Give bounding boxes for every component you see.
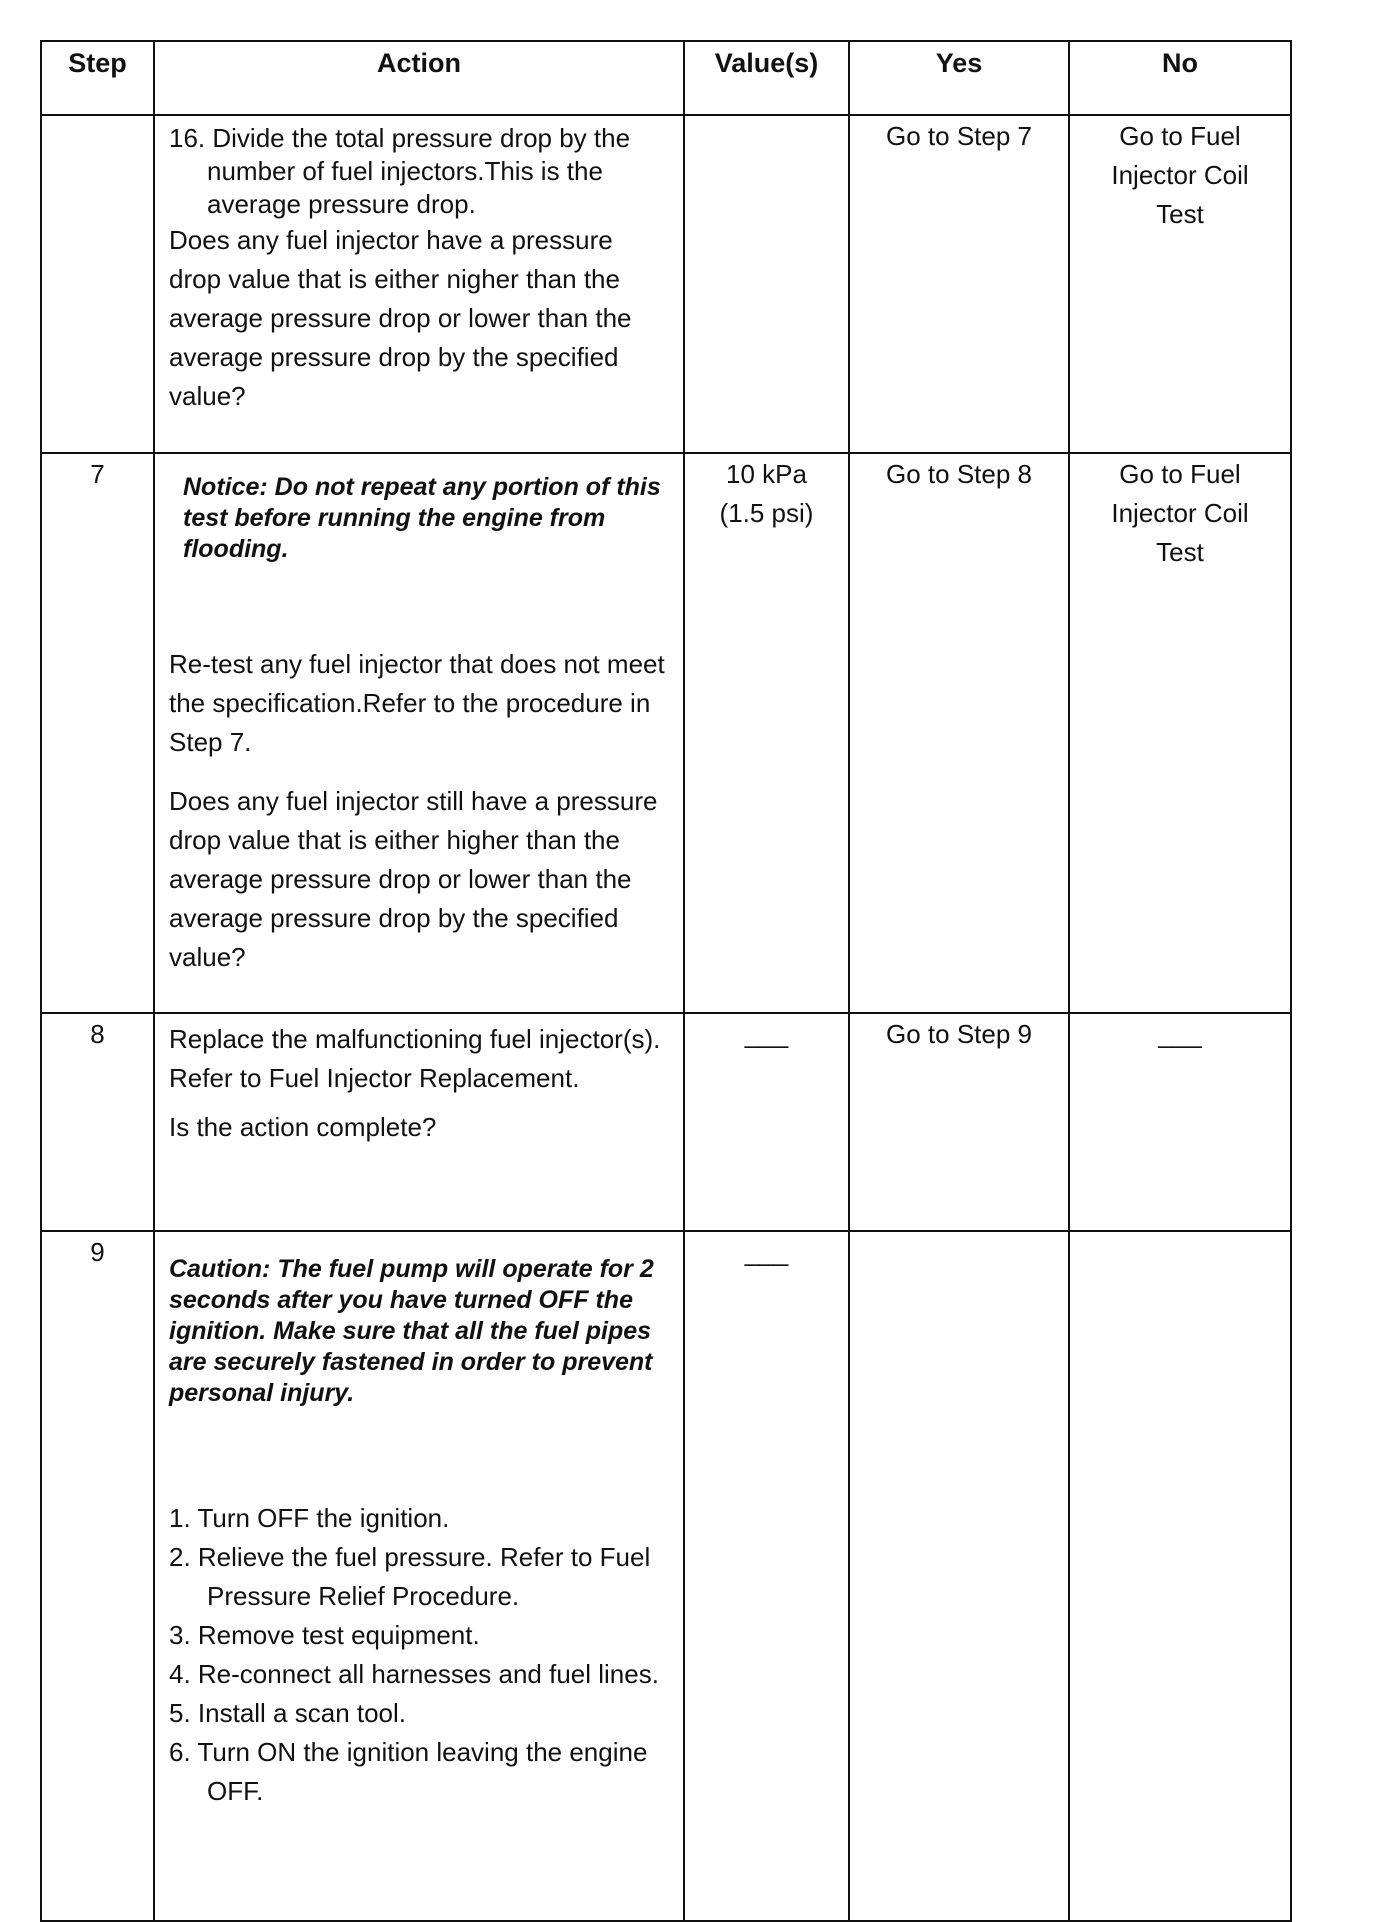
header-step: Step	[41, 41, 154, 115]
value-cell	[684, 115, 849, 453]
step-cell: 7	[41, 453, 154, 1013]
action-cell	[154, 115, 684, 453]
value-cell	[684, 453, 849, 1013]
step-cell	[41, 115, 154, 453]
action-retest: Re-test any fuel injector that does not meet the specification.Refer to the procedure in Step 7.	[169, 649, 665, 757]
action-item-16: 16. Divide the total pressure drop by the number of fuel injectors.This is the average pressure drop.	[169, 123, 631, 219]
header-values: Value(s)	[684, 41, 849, 115]
no-cell	[1069, 115, 1291, 453]
procedure-list	[169, 1499, 671, 1811]
header-yes: Yes	[849, 41, 1069, 115]
value-dash: ___	[744, 1019, 789, 1049]
list-item: 2. Relieve the fuel pressure. Refer to Fuel Pressure Relief Procedure.	[169, 1542, 651, 1611]
yes-link: Go to Step 9	[886, 1019, 1032, 1049]
value-kpa: 10 kPa	[726, 459, 807, 489]
yes-link: Go to Step 8	[886, 459, 1032, 489]
value-cell	[684, 1013, 849, 1231]
value-dash: ___	[744, 1237, 789, 1267]
table-row	[41, 1013, 1291, 1231]
table-row	[41, 115, 1291, 453]
list-item: 4. Re-connect all harnesses and fuel lines.	[169, 1659, 659, 1689]
header-row	[41, 41, 1291, 115]
yes-cell	[849, 1013, 1069, 1231]
list-item: 5. Install a scan tool.	[169, 1698, 407, 1728]
diagnostic-table	[40, 40, 1292, 1922]
action-question: Is the action complete?	[169, 1112, 437, 1142]
header-no: No	[1069, 41, 1291, 115]
action-cell	[154, 453, 684, 1013]
action-cell	[154, 1013, 684, 1231]
table-row	[41, 1231, 1291, 1921]
step-cell: 9	[41, 1231, 154, 1921]
yes-cell	[849, 115, 1069, 453]
step-cell: 8	[41, 1013, 154, 1231]
value-psi: (1.5 psi)	[719, 498, 814, 528]
action-question: Does any fuel injector have a pressure drop value that is either nigher than the average pressure drop or lower than the average pressure drop by the specified value?	[169, 225, 632, 411]
yes-cell	[849, 1231, 1069, 1921]
list-item: 1. Turn OFF the ignition.	[169, 1503, 450, 1533]
notice-text: Notice: Do not repeat any portion of this test before running the engine from flooding.	[183, 473, 661, 563]
action-question: Does any fuel injector still have a pressure drop value that is either higher than the average pressure drop or lower than the average pressure drop by the specified value?	[169, 786, 658, 972]
no-dash: ___	[1158, 1019, 1202, 1049]
action-cell	[154, 1231, 684, 1921]
header-action: Action	[154, 41, 684, 115]
no-link: Go to Fuel Injector Coil Test	[1111, 459, 1249, 567]
no-cell	[1069, 1013, 1291, 1231]
list-item: 6. Turn ON the ignition leaving the engine OFF.	[169, 1737, 648, 1806]
no-cell	[1069, 1231, 1291, 1921]
no-cell	[1069, 453, 1291, 1013]
value-cell	[684, 1231, 849, 1921]
list-item: 3. Remove test equipment.	[169, 1620, 480, 1650]
table-row	[41, 453, 1291, 1013]
yes-cell	[849, 453, 1069, 1013]
action-replace: Replace the malfunctioning fuel injector(s). Refer to Fuel Injector Replacement.	[169, 1024, 661, 1093]
yes-link: Go to Step 7	[886, 121, 1032, 151]
caution-text: Caution: The fuel pump will operate for 2 seconds after you have turned OFF the ignition. Make sure that all the fuel pipes are securely fastened in order to prevent personal injury.	[169, 1255, 654, 1407]
no-link: Go to Fuel Injector Coil Test	[1111, 121, 1249, 229]
